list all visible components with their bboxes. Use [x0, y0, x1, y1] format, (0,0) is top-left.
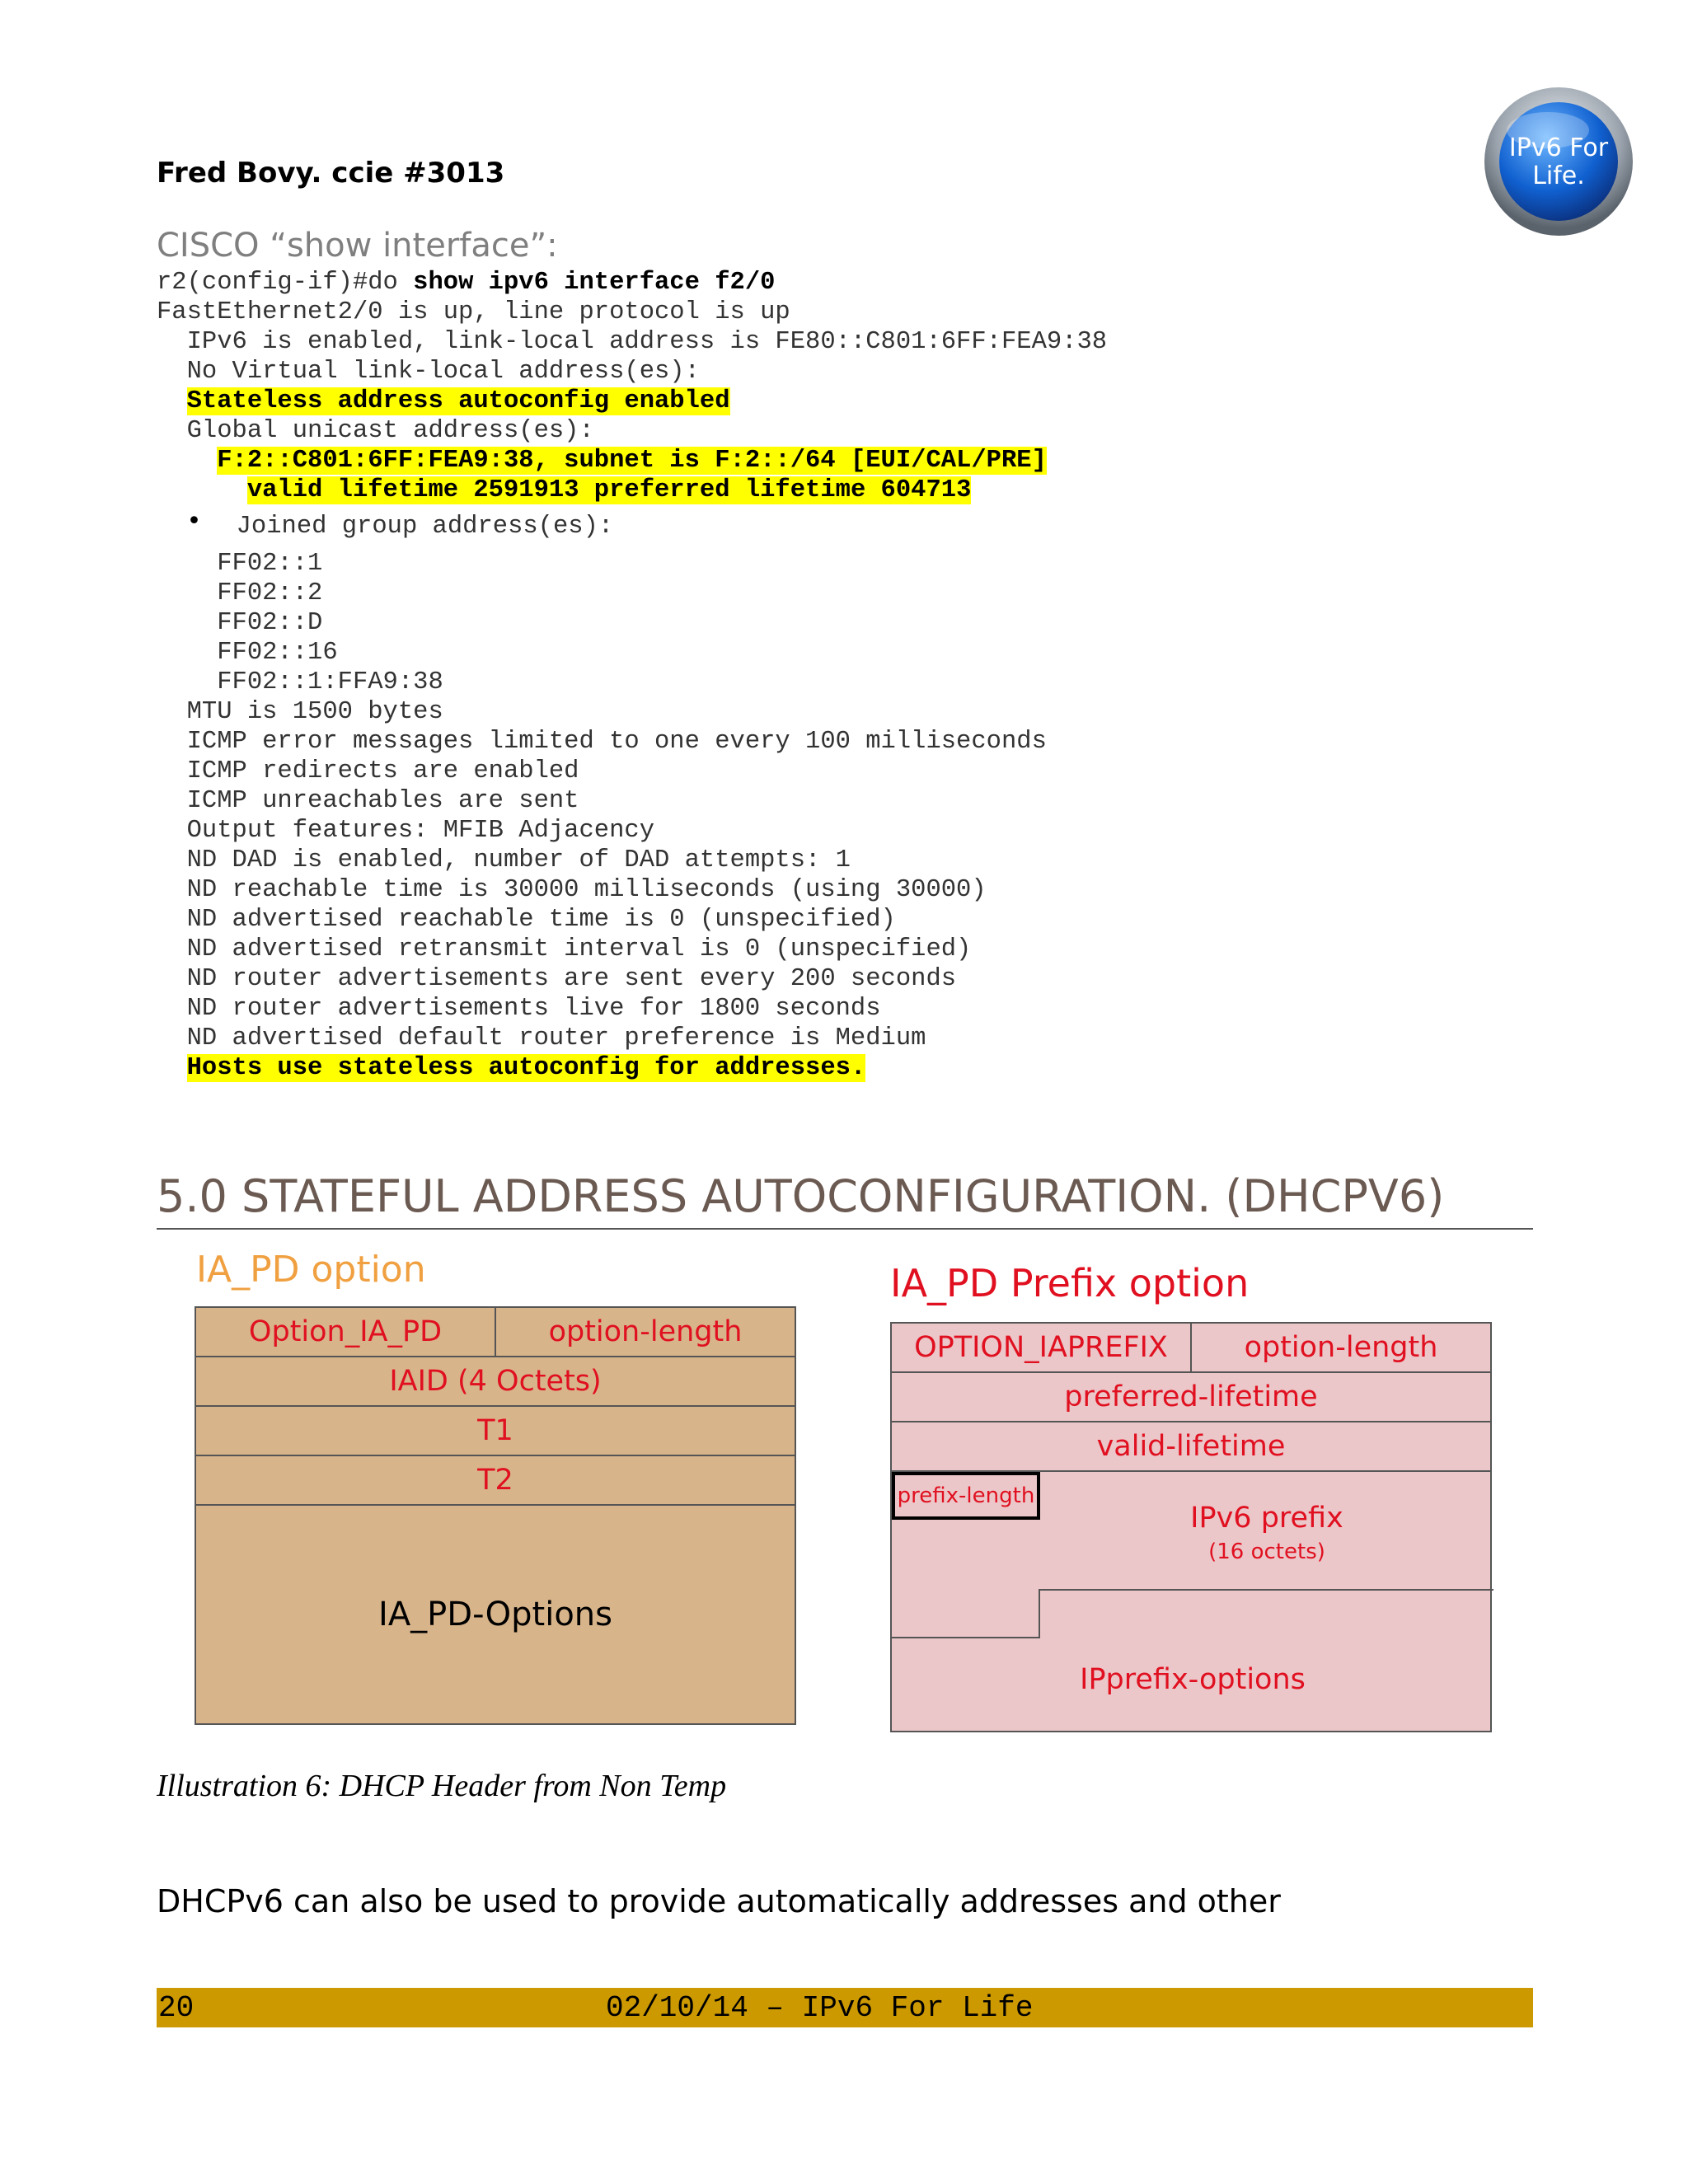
ipv6-prefix-label: IPv6 prefix — [1190, 1502, 1343, 1535]
cli-line — [157, 476, 1107, 505]
author-line: Fred Bovy. ccie #3013 — [157, 157, 505, 190]
cli-line — [157, 298, 1107, 327]
cli-line — [157, 416, 1107, 446]
svg-text:IPv6 For: IPv6 For — [1508, 134, 1609, 162]
highlighted-text: F:2::C801:6FF:FEA9:38, subnet is F:2::/64 [EUI/CAL/PRE] — [217, 447, 1047, 475]
section-rule — [157, 1228, 1533, 1230]
preferred-lifetime-field: preferred-lifetime — [890, 1371, 1492, 1422]
section-heading: 5.0 STATEFUL ADDRESS AUTOCONFIGURATION. (DHCPV6) — [157, 1170, 1445, 1222]
cli-line — [157, 816, 1107, 846]
cli-text: Joined group address(es): — [236, 513, 614, 541]
cli-line — [157, 579, 1107, 608]
cli-line — [157, 846, 1107, 875]
cli-text: ICMP error messages limited to one every 100 milliseconds — [157, 728, 1047, 756]
highlighted-text: Hosts use stateless autoconfig for addresses. — [186, 1054, 866, 1082]
prefix-divider-left — [892, 1637, 1040, 1638]
cli-line — [157, 1053, 1107, 1083]
t2-field: T2 — [195, 1455, 796, 1506]
cli-text: ND advertised retransmit interval is 0 (unspecified) — [157, 935, 972, 963]
cli-text: FF02::1 — [157, 550, 323, 578]
ia-pd-options-field: IA_PD-Options — [195, 1504, 796, 1725]
cli-text — [157, 387, 187, 415]
cli-text: ND router advertisements live for 1800 seconds — [157, 995, 881, 1023]
footer-title: 02/10/14 – IPv6 For Life — [606, 1991, 1034, 2025]
prefix-length-field: prefix-length — [892, 1472, 1040, 1520]
cli-line — [157, 786, 1107, 816]
t1-field: T1 — [195, 1405, 796, 1456]
prefix-divider-right — [1039, 1589, 1493, 1591]
cli-line — [157, 757, 1107, 786]
ipv6-prefix-field — [890, 1470, 1492, 1732]
option-iaprefix-field: OPTION_IAPREFIX — [890, 1322, 1192, 1373]
cli-text: Output features: MFIB Adjacency — [157, 817, 654, 845]
cli-line — [157, 727, 1107, 757]
cli-text: ICMP unreachables are sent — [157, 787, 579, 815]
option-ia-pd-field: Option_IA_PD — [195, 1306, 496, 1357]
cli-line — [157, 905, 1107, 935]
cli-text — [157, 476, 247, 504]
cli-line — [157, 875, 1107, 905]
option-length-field: option-length — [495, 1306, 796, 1357]
highlighted-text: Stateless address autoconfig enabled — [186, 387, 730, 415]
cli-text: FF02::D — [157, 609, 323, 637]
cli-text: ND router advertisements are sent every 200 seconds — [157, 965, 957, 993]
ipprefix-options-label: IPprefix-options — [1080, 1663, 1306, 1696]
cli-line — [157, 994, 1107, 1024]
cisco-section-title: CISCO “show interface”: — [157, 227, 558, 265]
cli-text: FastEthernet2/0 is up, line protocol is up — [157, 298, 790, 326]
cli-text: ICMP redirects are enabled — [157, 757, 579, 785]
cli-line — [157, 964, 1107, 994]
cli-line — [157, 697, 1107, 727]
cli-text — [157, 447, 217, 475]
body-paragraph: DHCPv6 can also be used to provide automatically addresses and other — [157, 1883, 1281, 1919]
cli-text: ND DAD is enabled, number of DAD attempts: 1 — [157, 846, 851, 874]
page-footer — [157, 1988, 1533, 2027]
cli-text: FF02::1:FFA9:38 — [157, 668, 443, 696]
cli-line — [157, 357, 1107, 387]
cli-text: No Virtual link-local address(es): — [157, 358, 700, 386]
cli-text: IPv6 is enabled, link-local address is FE80::C801:6FF:FEA9:38 — [157, 328, 1108, 356]
ia-pd-title: IA_PD option — [196, 1249, 426, 1291]
cli-text: show ipv6 interface f2/0 — [413, 269, 776, 297]
svg-text:Life.: Life. — [1532, 162, 1585, 190]
iaid-field: IAID (4 Octets) — [195, 1356, 796, 1407]
cli-text: ND advertised default router preference is Medium — [157, 1024, 926, 1052]
cli-text: ND reachable time is 30000 milliseconds (using 30000) — [157, 876, 987, 904]
page-number: 20 — [158, 1991, 195, 2025]
ipv6-prefix-octets: (16 octets) — [1208, 1540, 1325, 1564]
cli-text: r2(config-if)#do — [157, 269, 414, 297]
cli-text — [157, 1054, 187, 1082]
cli-text: MTU is 1500 bytes — [157, 698, 443, 726]
cli-line — [157, 327, 1107, 357]
cli-line — [157, 549, 1107, 579]
prefix-option-length-field: option-length — [1190, 1322, 1492, 1373]
cli-line — [157, 1024, 1107, 1053]
prefix-divider-step — [1039, 1589, 1040, 1638]
cli-line — [157, 935, 1107, 964]
cli-output-block — [157, 268, 1107, 1083]
cli-line — [157, 608, 1107, 638]
valid-lifetime-field: valid-lifetime — [890, 1421, 1492, 1472]
bullet-icon: • — [186, 507, 202, 536]
highlighted-text: valid lifetime 2591913 preferred lifetime 604713 — [246, 476, 972, 504]
figure-caption: Illustration 6: DHCP Header from Non Temp — [157, 1769, 727, 1803]
cli-line — [157, 268, 1107, 298]
cli-line — [157, 387, 1107, 416]
cli-line — [157, 505, 1107, 549]
cli-line — [157, 638, 1107, 668]
cli-line — [157, 668, 1107, 697]
cli-line — [157, 446, 1107, 476]
cli-text: FF02::2 — [157, 579, 323, 607]
ipv6-for-life-logo — [1482, 85, 1635, 238]
cli-text: ND advertised reachable time is 0 (unspecified) — [157, 906, 896, 934]
cli-text: FF02::16 — [157, 639, 338, 667]
cli-text: Global unicast address(es): — [157, 417, 594, 445]
ia-pd-prefix-title: IA_PD Prefix option — [890, 1261, 1250, 1305]
